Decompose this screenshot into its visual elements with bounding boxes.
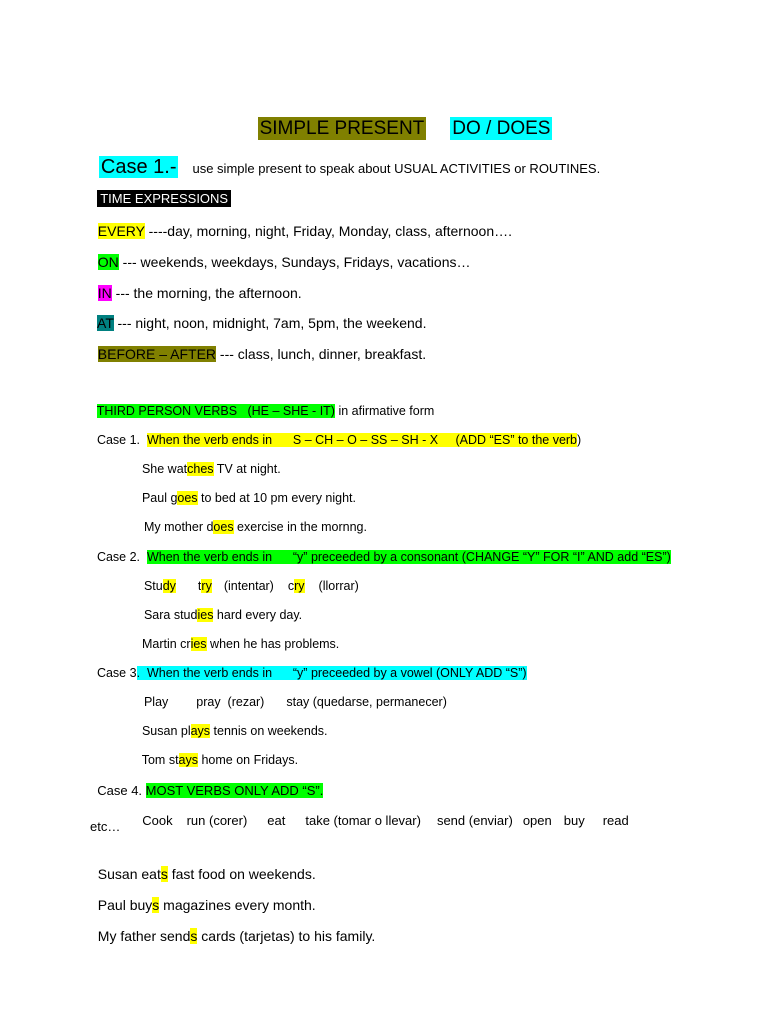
rule4-example: My father sends cards (tarjetas) to his family.: [97, 928, 376, 945]
rule3-text: . When the verb ends in “y” preceeded by a vowel (ONLY ADD “S”): [136, 666, 527, 681]
case1-text: use simple present to speak about USUAL ACTIVITIES or ROUTINES.: [192, 161, 601, 177]
rule4-word-list: Cook run (corer) eat take (tomar o llevar) send (enviar) open buy read: [142, 812, 629, 828]
title-simple-present: SIMPLE PRESENT: [259, 117, 425, 139]
rule1: Case 1. When the verb ends in S – CH – O – SS – SH - X (ADD “ES” to the verb): [96, 433, 582, 448]
rule4-example: Paul buys magazines every month.: [97, 897, 316, 914]
rule4: Case 4. MOST VERBS ONLY ADD “S”.: [97, 782, 324, 798]
time-expr-every: EVERY ----day, morning, night, Friday, Monday, class, afternoon….: [97, 223, 513, 240]
rule1-example: Paul goes to bed at 10 pm every night.: [141, 491, 356, 506]
time-expressions-heading: TIME EXPRESSIONS: [90, 177, 231, 207]
rule3-example: Tom stays home on Fridays.: [141, 753, 299, 768]
rule2-example: Martin cries when he has problems.: [141, 637, 340, 652]
time-expr-on: ON --- weekends, weekdays, Sundays, Fridays, vacations…: [97, 254, 471, 271]
time-expr-at: AT --- night, noon, midnight, 7am, 5pm, the weekend.: [97, 315, 427, 332]
case1-label: Case 1.-: [100, 156, 177, 179]
rule3: Case 3. When the verb ends in “y” preceeded by a vowel (ONLY ADD “S”): [96, 666, 527, 681]
title-do-does: DO / DOES: [452, 117, 551, 139]
rule2-text: When the verb ends in “y” preceeded by a consonant (CHANGE “Y” FOR “I” AND add “ES”): [146, 550, 671, 565]
keyword-in: IN: [97, 285, 112, 302]
rule3-example: Susan plays tennis on weekends.: [141, 724, 328, 739]
rule2: Case 2. When the verb ends in “y” preceeded by a consonant (CHANGE “Y” FOR “I” AND add “ES”): [96, 550, 671, 565]
rule4-text: MOST VERBS ONLY ADD “S”.: [145, 782, 324, 798]
rule3-word-list: Play pray (rezar) stay (quedarse, permanecer): [143, 695, 447, 710]
rule2-word-list: Study try (intentar) cry (llorrar): [143, 579, 359, 594]
keyword-before-after: BEFORE – AFTER: [97, 346, 217, 363]
rule1-text: When the verb ends in S – CH – O – SS – SH - X (ADD “ES” to the verb: [146, 433, 578, 448]
rule4-example: Susan eats fast food on weekends.: [97, 866, 316, 883]
rule4-etc: etc…: [90, 819, 121, 834]
page-title: [247, 96, 552, 140]
case1-intro: [90, 138, 600, 179]
time-expr-in: IN --- the morning, the afternoon.: [97, 285, 302, 302]
time-expr-before-after: BEFORE – AFTER --- class, lunch, dinner, breakfast.: [97, 346, 427, 363]
rule2-example: Sara studies hard every day.: [143, 608, 303, 623]
third-person-heading: THIRD PERSON VERBS (HE – SHE - IT) in afirmative form: [96, 404, 435, 419]
rule1-example: She watches TV at night.: [141, 462, 281, 477]
rule1-example: My mother does exercise in the mornng.: [143, 520, 367, 535]
keyword-on: ON: [97, 254, 119, 271]
keyword-every: EVERY: [97, 223, 145, 240]
keyword-at: AT: [97, 315, 114, 332]
